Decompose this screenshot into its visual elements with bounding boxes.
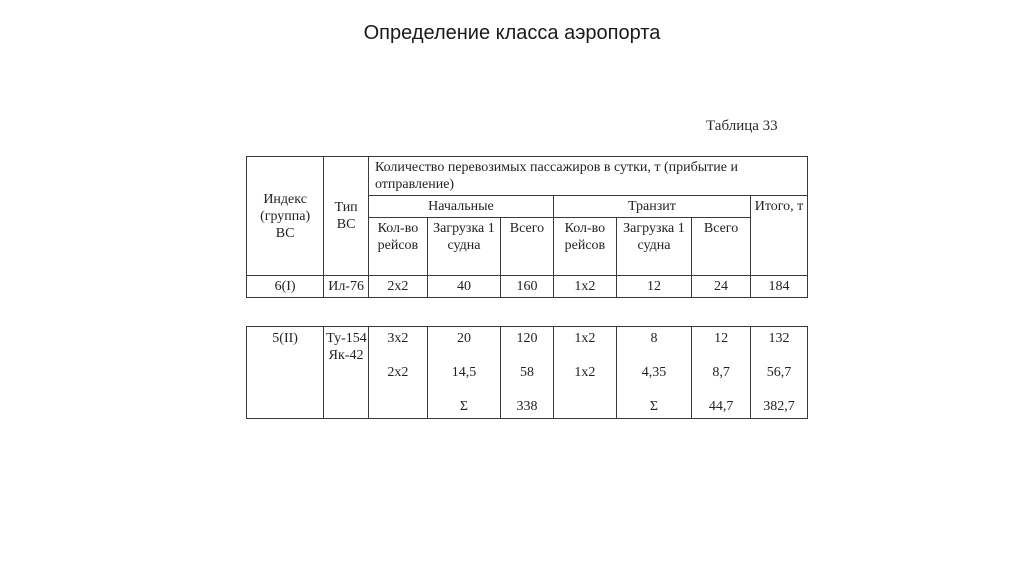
cell	[427, 327, 500, 419]
cell-value: 58	[519, 365, 534, 380]
cell	[751, 327, 808, 419]
cell-value: 382,7	[763, 399, 795, 414]
cell	[324, 327, 369, 419]
header-quantity: Количество перевозимых пассажиров в сутки, т (прибытие и отправление)	[368, 157, 807, 196]
cell: 24	[692, 276, 751, 298]
header-transit-load: Загрузка 1 судна	[616, 218, 691, 276]
cell: 1х2	[553, 276, 616, 298]
cell	[501, 327, 554, 419]
header-transit: Транзит	[553, 196, 750, 218]
header-index: Индекс (группа) ВС	[247, 157, 324, 276]
cell: 160	[501, 276, 554, 298]
table-row	[247, 327, 808, 419]
header-type: Тип ВС	[324, 157, 369, 276]
cell	[368, 327, 427, 419]
header-total: Итого, т	[751, 196, 808, 276]
table-row	[247, 276, 808, 298]
cell-value: 120	[516, 331, 538, 346]
cell: 2х2	[368, 276, 427, 298]
header-transit-sum: Всего	[692, 218, 751, 276]
cell-value: 44,7	[708, 399, 734, 414]
cell-value: 56,7	[766, 365, 792, 380]
cell-value: 14,5	[451, 365, 477, 380]
cell	[692, 327, 751, 419]
cell-type-b: Як-42	[328, 348, 364, 363]
cell-value: 3х2	[387, 331, 409, 346]
header-transit-flights: Кол-во рейсов	[553, 218, 616, 276]
cell	[553, 327, 616, 419]
cell	[616, 327, 691, 419]
cell: 184	[751, 276, 808, 298]
cell: 5(II)	[247, 327, 324, 419]
header-initial-load: Загрузка 1 судна	[427, 218, 500, 276]
sigma-symbol: Σ	[459, 399, 469, 414]
cell-value: 20	[456, 331, 471, 346]
cell-value: 12	[714, 331, 729, 346]
slide-title: Определение класса аэропорта	[363, 22, 661, 44]
cell-value: 8,7	[712, 365, 730, 380]
header-initial-sum: Всего	[501, 218, 554, 276]
sigma-symbol: Σ	[649, 399, 659, 414]
airport-class-table-header	[246, 156, 808, 298]
header-initial-flights: Кол-во рейсов	[368, 218, 427, 276]
cell-value: 4,35	[641, 365, 667, 380]
cell-value: 8	[650, 331, 658, 346]
cell: 6(I)	[247, 276, 324, 298]
airport-class-table-group-ii	[246, 326, 808, 419]
cell: 40	[427, 276, 500, 298]
cell-value: 2х2	[387, 365, 409, 380]
cell-value: 1х2	[574, 365, 596, 380]
cell-value: 338	[516, 399, 538, 414]
cell-value: 132	[768, 331, 790, 346]
cell: Ил-76	[324, 276, 369, 298]
cell: 12	[616, 276, 691, 298]
cell-value: 1х2	[574, 331, 596, 346]
cell-type-a: Ту-154	[326, 331, 367, 346]
table-caption: Таблица 33	[706, 118, 778, 134]
header-initial: Начальные	[368, 196, 553, 218]
